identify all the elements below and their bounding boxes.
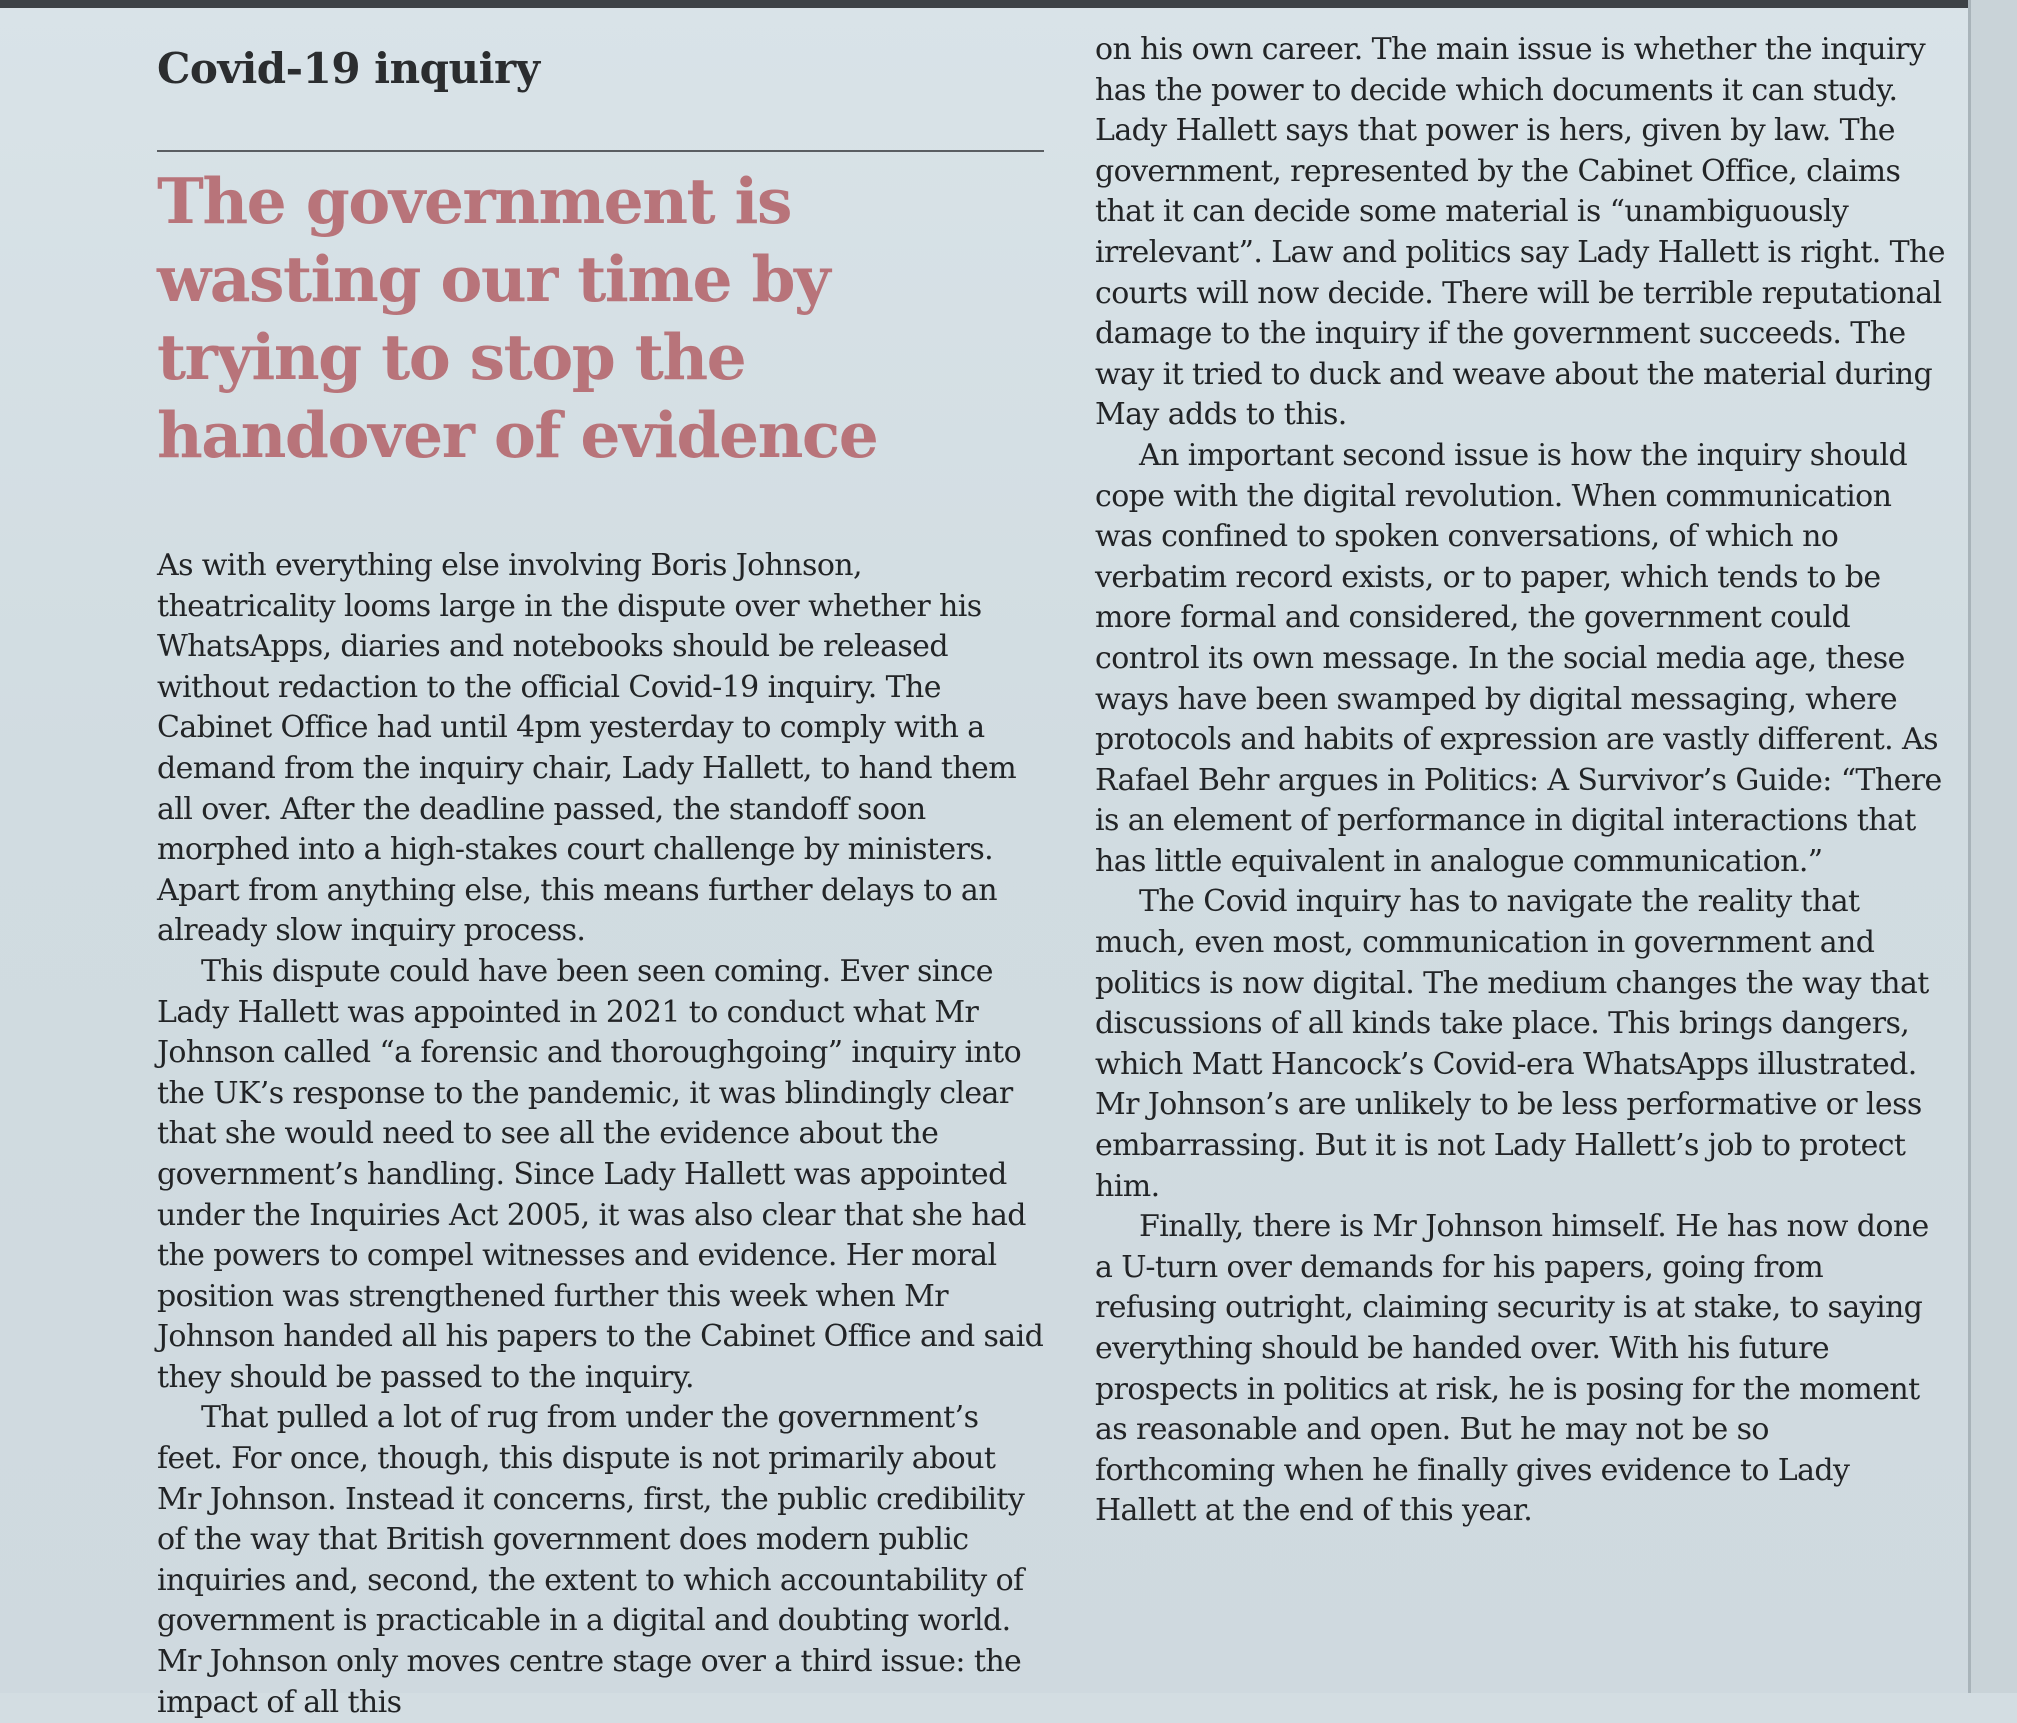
article-paragraph-3-continued: on his own career. The main issue is whether the inquiry has the power to decide which documents it can study. Lady Hallett says that power is hers, given by law. The government, represented by the Cabinet Office, claims that it can decide some material is “unambiguously irrelevant”. Law and politics say Lady Hallett is right. The courts will now decide. There will be terrible reputational damage to the inquiry if the government succeeds. The way it tried to duck and weave about the material during May adds to this. [1095, 32, 1945, 433]
article-paragraph-6: Finally, there is Mr Johnson himself. He has now done a U-turn over demands for his papers, going from refusing outright, claiming security is at stake, to saying everything should be handed over. With his future prospects in politics at risk, he is posing for the moment as reasonable and open. But he may not be so forthcoming when he finally gives evidence to Lady Hallett at the end of this year. [1095, 1209, 1929, 1529]
page-margin [1968, 0, 2017, 1693]
article-column-right [1095, 30, 1950, 1532]
article-paragraph-5: The Covid inquiry has to navigate the reality that much, even most, communication in government and politics is now digital. The medium changes the way that discussions of all kinds take place. This brings dangers, which Matt Hancock’s Covid-era WhatsApps illustrated. Mr Johnson’s are unlikely to be less performative or less embarrassing. But it is not Lady Hallett’s job to protect him. [1095, 884, 1929, 1204]
article-paragraph-1: As with everything else involving Boris Johnson, theatricality looms large in the dispute over whether his WhatsApps, diaries and notebooks should be released without redaction to the official Covid-19 inquiry. The Cabinet Office had until 4pm yesterday to comply with a demand from the inquiry chair, Lady Hallett, to hand them all over. After the deadline passed, the standoff soon morphed into a high-stakes court challenge by ministers. Apart from anything else, this means further delays to an already slow inquiry process. [157, 548, 1017, 949]
section-kicker: Covid-19 inquiry [157, 44, 540, 93]
top-edge-strip [0, 0, 1968, 8]
article-headline: The government is wasting our time by trying to stop the handover of evidence [157, 164, 878, 472]
headline-divider [157, 150, 1044, 152]
article-paragraph-2: This dispute could have been seen coming. Ever since Lady Hallett was appointed in 2021 to conduct what Mr Johnson called “a forensic and thoroughgoing” inquiry into the UK’s response to the pandemic, it was blindingly clear that she would need to see all the evidence about the government’s handling. Since Lady Hallett was appointed under the Inquiries Act 2005, it was also clear that she had the powers to compel witnesses and evidence. Her moral position was strengthened further this week when Mr Johnson handed all his papers to the Cabinet Office and said they should be passed to the inquiry. [157, 953, 1044, 1395]
article-column-left [157, 40, 1044, 1723]
article-paragraph-3: That pulled a lot of rug from under the government’s feet. For once, though, this dispute is not primarily about Mr Johnson. Instead it concerns, first, the public credibility of the way that British government does modern public inquiries and, second, the extent to which accountability of government is practicable in a digital and doubting world. Mr Johnson only moves centre stage over a third issue: the impact of all this [157, 1400, 1025, 1720]
article-paragraph-4: An important second issue is how the inquiry should cope with the digital revolution. When communication was confined to spoken conversations, of which no verbatim record exists, or to paper, which tends to be more formal and considered, the government could control its own message. In the social media age, these ways have been swamped by digital messaging, where protocols and habits of expression are vastly different. As Rafael Behr argues in Politics: A Survivor’s Guide: “There is an element of performance in digital interactions that has little equivalent in analogue communication.” [1095, 437, 1942, 879]
